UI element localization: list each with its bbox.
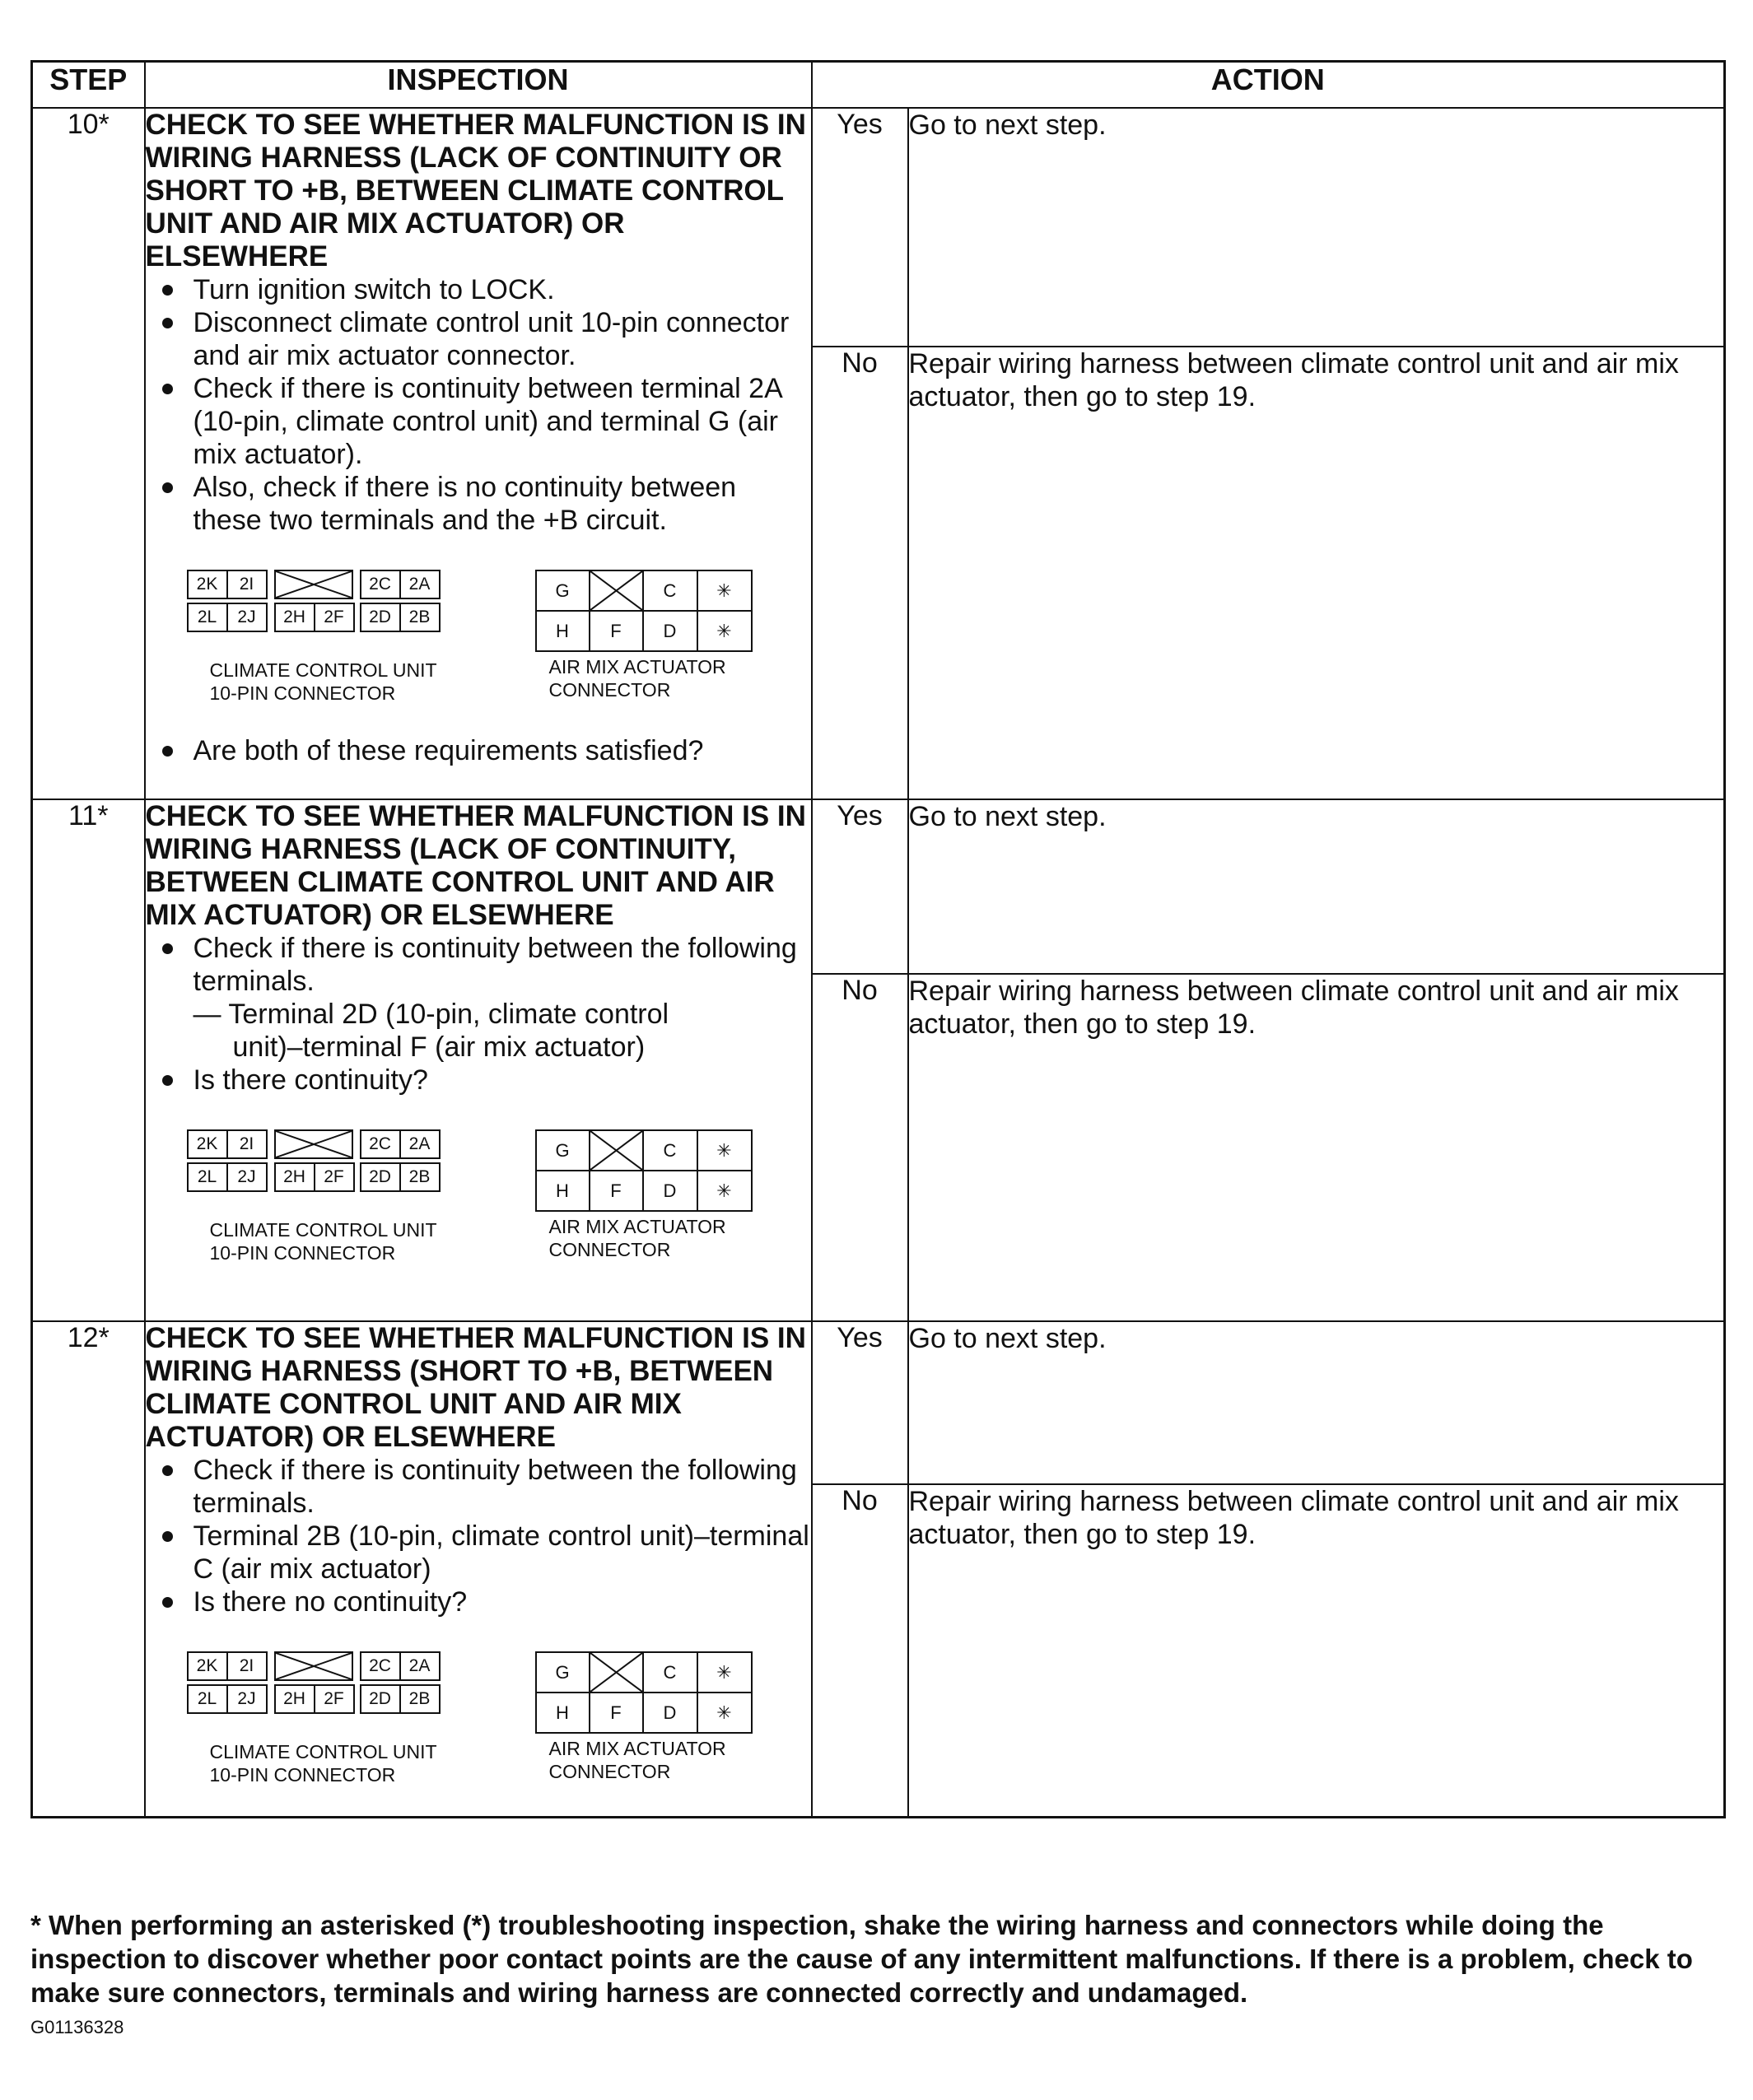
table-row-step-11-yes: [32, 799, 1725, 974]
blank-pin-icon: [274, 570, 353, 599]
blank-pin-icon: [590, 571, 644, 612]
am-caption: AIR MIX ACTUATOR CONNECTOR: [548, 1216, 726, 1260]
pin-D: D: [644, 1171, 698, 1210]
air-mix-actuator-connector: [535, 1651, 753, 1734]
no-label: No: [812, 347, 908, 799]
header-step: STEP: [32, 62, 145, 109]
yes-label: Yes: [812, 1321, 908, 1484]
inspection-question: [146, 734, 811, 767]
air-mix-actuator-connector: [535, 570, 753, 652]
am-caption: AIR MIX ACTUATOR CONNECTOR: [548, 656, 726, 701]
no-action: Repair wiring harness between climate control unit and air mix actuator, then go to step 19.: [908, 974, 1725, 1321]
inspection-bullets: [146, 1454, 811, 1618]
pin-2I: 2I: [226, 570, 268, 599]
inspection-title: CHECK TO SEE WHETHER MALFUNCTION IS IN WIRING HARNESS (LACK OF CONTINUITY OR SHORT TO +B, BETWEEN CLIMATE CONTROL UNIT AND AIR MIX ACTUATOR) OR ELSEWHERE: [145, 109, 806, 272]
pin-2D: 2D: [360, 1162, 401, 1192]
asterisk-pin-icon: ✳: [698, 1131, 751, 1171]
pin-2L: 2L: [187, 1684, 228, 1714]
asterisk-pin-icon: ✳: [716, 1180, 732, 1201]
inspection-bullets: [146, 932, 811, 998]
connector-diagram: [146, 1129, 811, 1294]
bullet-item: Are both of these requirements satisfied?: [146, 734, 811, 767]
pin-D: D: [644, 612, 698, 650]
pin-2A: 2A: [399, 1129, 441, 1159]
step-number: 10*: [32, 108, 145, 799]
inspection-bullets: [146, 273, 811, 537]
asterisk-pin-icon: ✳: [698, 571, 751, 612]
pin-H: H: [537, 1693, 590, 1732]
bullet-item: Is there continuity?: [146, 1064, 811, 1097]
pin-F: F: [590, 1693, 644, 1732]
pin-2C: 2C: [360, 570, 401, 599]
bullet-item: Disconnect climate control unit 10-pin connector and air mix actuator connector.: [146, 306, 811, 372]
yes-action: Go to next step.: [908, 1321, 1725, 1484]
pin-2A: 2A: [399, 1651, 441, 1681]
pin-C: C: [644, 1131, 698, 1171]
asterisk-pin-icon: ✳: [716, 621, 732, 641]
inspection-title: CHECK TO SEE WHETHER MALFUNCTION IS IN WIRING HARNESS (SHORT TO +B, BETWEEN CLIMATE CONTROL UNIT AND AIR MIX ACTUATOR) OR ELSEWHERE: [145, 1322, 806, 1453]
asterisk-pin-icon: ✳: [698, 1653, 751, 1693]
no-label: No: [812, 974, 908, 1321]
blank-pin-icon: [274, 1651, 353, 1681]
step-number: 11*: [32, 799, 145, 1321]
climate-control-connector: [187, 570, 450, 636]
pin-2L: 2L: [187, 603, 228, 632]
bullet-icon: [162, 285, 173, 296]
blank-pin-icon: [590, 1653, 644, 1693]
figure-id: G01136328: [30, 2017, 124, 2037]
cc-caption: CLIMATE CONTROL UNIT 10-PIN CONNECTOR: [209, 659, 437, 704]
pin-2L: 2L: [187, 1162, 228, 1192]
bullet-icon: [162, 1075, 173, 1086]
blank-pin-icon: [274, 1129, 353, 1159]
bullet-icon: [162, 482, 173, 493]
climate-control-connector: [187, 1129, 450, 1195]
footnote: * When performing an asterisked (*) troubleshooting inspection, shake the wiring harness and connectors while doing the inspection to discover whether poor contact points are the cause of any intermittent malfunctions. If there is a problem, check to make sure connectors, terminals and wiring harness are connected correctly and undamaged.: [30, 1910, 1693, 2008]
cc-caption: CLIMATE CONTROL UNIT 10-PIN CONNECTOR: [209, 1219, 437, 1264]
pin-2A: 2A: [399, 570, 441, 599]
table-row-step-10-yes: [32, 108, 1725, 347]
bullet-item: Check if there is continuity between terminal 2A (10-pin, climate control unit) and terminal G (air mix actuator).: [146, 372, 811, 471]
pin-2J: 2J: [226, 1684, 268, 1714]
inspection-cell: [145, 799, 812, 1321]
yes-action: Go to next step.: [908, 108, 1725, 347]
bullet-icon: [162, 943, 173, 954]
pin-F: F: [590, 612, 644, 650]
pin-2K: 2K: [187, 1129, 228, 1159]
pin-2B: 2B: [399, 1162, 441, 1192]
pin-2I: 2I: [226, 1129, 268, 1159]
pin-2J: 2J: [226, 603, 268, 632]
pin-2F: 2F: [314, 1684, 355, 1714]
pin-C: C: [644, 571, 698, 612]
pin-G: G: [537, 1131, 590, 1171]
bullet-item: Check if there is continuity between the following terminals.: [146, 932, 811, 998]
no-action: Repair wiring harness between climate control unit and air mix actuator, then go to step 19.: [908, 347, 1725, 799]
pin-2H: 2H: [274, 1162, 315, 1192]
table-row-step-12-yes: [32, 1321, 1725, 1484]
yes-label: Yes: [812, 799, 908, 974]
pin-D: D: [644, 1693, 698, 1732]
step-number: 12*: [32, 1321, 145, 1818]
bullet-icon: [162, 746, 173, 757]
inspection-title: CHECK TO SEE WHETHER MALFUNCTION IS IN WIRING HARNESS (LACK OF CONTINUITY, BETWEEN CLIMATE CONTROL UNIT AND AIR MIX ACTUATOR) OR ELSEWHERE: [145, 800, 806, 931]
pin-2K: 2K: [187, 570, 228, 599]
pin-H: H: [537, 612, 590, 650]
pin-F: F: [590, 1171, 644, 1210]
am-caption: AIR MIX ACTUATOR CONNECTOR: [548, 1738, 726, 1782]
pin-2J: 2J: [226, 1162, 268, 1192]
pin-2I: 2I: [226, 1651, 268, 1681]
bullet-icon: [162, 1531, 173, 1542]
inspection-cell: [145, 1321, 812, 1818]
air-mix-actuator-connector: [535, 1129, 753, 1212]
asterisk-pin-icon: ✳: [716, 1702, 732, 1723]
no-action: Repair wiring harness between climate control unit and air mix actuator, then go to step 19.: [908, 1484, 1725, 1818]
bullet-icon: [162, 1597, 173, 1608]
header-action: ACTION: [812, 62, 1725, 109]
bullet-icon: [162, 384, 173, 394]
pin-2H: 2H: [274, 1684, 315, 1714]
pin-C: C: [644, 1653, 698, 1693]
bullet-icon: [162, 318, 173, 328]
pin-G: G: [537, 1653, 590, 1693]
bullet-icon: [162, 1465, 173, 1476]
climate-control-connector: [187, 1651, 450, 1717]
table-header-row: [32, 62, 1725, 109]
troubleshooting-table: [30, 60, 1726, 1818]
pin-2D: 2D: [360, 603, 401, 632]
pin-G: G: [537, 571, 590, 612]
inspection-cell: [145, 108, 812, 799]
blank-pin-icon: [590, 1131, 644, 1171]
connector-diagram: [146, 1651, 811, 1816]
pin-2H: 2H: [274, 603, 315, 632]
cc-caption: CLIMATE CONTROL UNIT 10-PIN CONNECTOR: [209, 1741, 437, 1786]
pin-2D: 2D: [360, 1684, 401, 1714]
bullet-item: Check if there is continuity between the following terminals.: [146, 1454, 811, 1520]
pin-H: H: [537, 1171, 590, 1210]
yes-action: Go to next step.: [908, 799, 1725, 974]
connector-diagram: [146, 570, 811, 734]
pin-2B: 2B: [399, 1684, 441, 1714]
pin-2F: 2F: [314, 1162, 355, 1192]
pin-2K: 2K: [187, 1651, 228, 1681]
bullet-item: Terminal 2B (10-pin, climate control unit)–terminal C (air mix actuator): [146, 1520, 811, 1585]
pin-2C: 2C: [360, 1651, 401, 1681]
bullet-item: Also, check if there is no continuity between these two terminals and the +B circuit.: [146, 471, 811, 537]
inspection-bullets: [146, 1064, 811, 1097]
terminal-pair: — Terminal 2D (10-pin, climate control unit)–terminal F (air mix actuator): [193, 999, 669, 1063]
pin-2F: 2F: [314, 603, 355, 632]
bullet-item: Turn ignition switch to LOCK.: [146, 273, 811, 306]
yes-label: Yes: [812, 108, 908, 347]
bullet-item: Is there no continuity?: [146, 1585, 811, 1618]
no-label: No: [812, 1484, 908, 1818]
header-inspection: INSPECTION: [145, 62, 812, 109]
pin-2C: 2C: [360, 1129, 401, 1159]
pin-2B: 2B: [399, 603, 441, 632]
